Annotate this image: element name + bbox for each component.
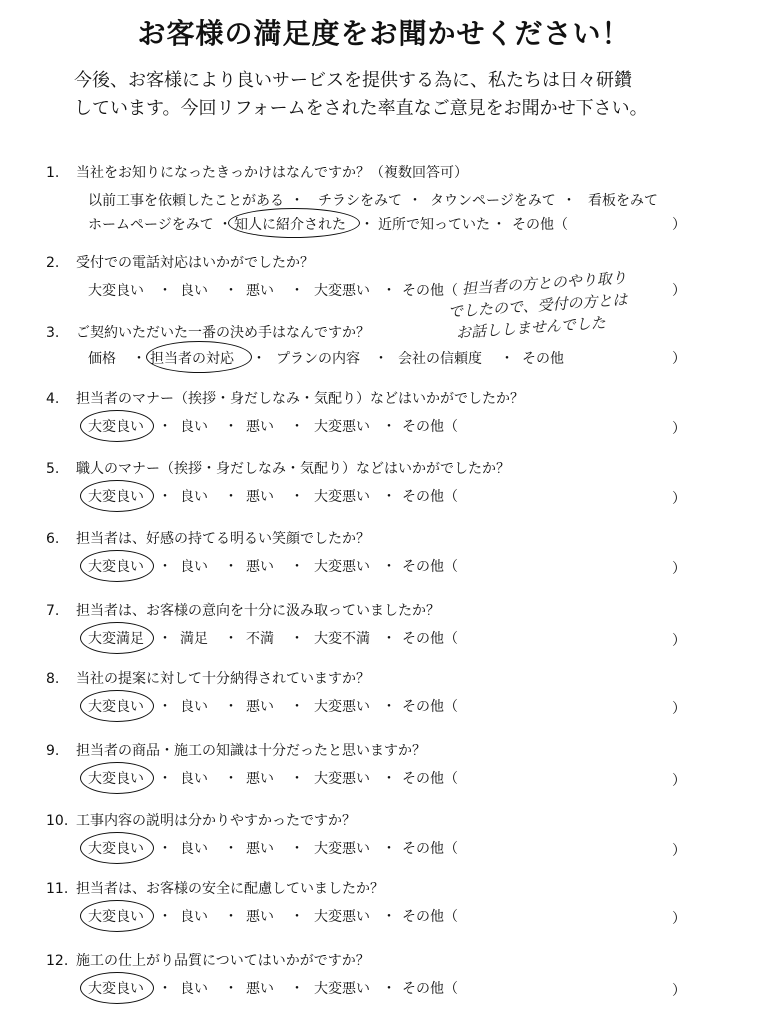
option-third[interactable]: 悪い: [246, 559, 274, 575]
option-homepage[interactable]: ホームページをみて: [88, 217, 214, 233]
option-second[interactable]: 良い: [180, 981, 208, 997]
option-fourth[interactable]: 大変悪い: [314, 771, 370, 787]
separator: ・: [224, 419, 238, 435]
separator: ・: [158, 283, 172, 299]
intro-line-2: しています。今回リフォームをされた率直なご意見をお聞かせ下さい。: [74, 98, 648, 119]
q9-options: [0, 768, 768, 788]
separator: ・: [382, 981, 396, 997]
question-4: [46, 388, 524, 408]
option-previous-work[interactable]: 以前工事を依頼したことがある: [88, 193, 284, 209]
separator: ・: [224, 841, 238, 857]
option-first[interactable]: 大変良い: [88, 489, 144, 505]
question-2: [46, 252, 314, 272]
option-other[interactable]: その他（: [402, 841, 458, 857]
separator: ・: [382, 771, 396, 787]
paren-close: ）: [672, 701, 686, 717]
separator: ・: [290, 841, 304, 857]
separator: ・: [158, 771, 172, 787]
separator: ・: [224, 981, 238, 997]
separator: ・: [290, 771, 304, 787]
q2-options: [0, 280, 768, 300]
option-bad[interactable]: 悪い: [246, 283, 274, 299]
question-number: 5.: [46, 461, 60, 477]
paren-close: ）: [672, 843, 686, 859]
separator: ・: [252, 351, 266, 367]
option-good[interactable]: 良い: [180, 283, 208, 299]
option-second[interactable]: 良い: [180, 559, 208, 575]
option-second[interactable]: 満足: [180, 631, 208, 647]
separator: ・: [290, 193, 304, 209]
paren-close: ）: [672, 283, 686, 299]
paren-close: ）: [672, 773, 686, 789]
option-other[interactable]: その他（: [402, 419, 458, 435]
option-second[interactable]: 良い: [180, 841, 208, 857]
handwritten-note-line-2: でしたので、受付の方とは: [447, 290, 628, 321]
question-number: 10.: [46, 813, 69, 829]
separator: ・: [290, 981, 304, 997]
q6-options: [0, 556, 768, 576]
option-fourth[interactable]: 大変悪い: [314, 419, 370, 435]
paren-close: ）: [672, 911, 686, 927]
q4-options: [0, 416, 768, 436]
separator: ・: [224, 631, 238, 647]
option-second[interactable]: 良い: [180, 909, 208, 925]
separator: ・: [382, 283, 396, 299]
paren-close: ）: [672, 351, 686, 367]
option-fourth[interactable]: 大変悪い: [314, 909, 370, 925]
question-text: 担当者は、お客様の意向を十分に汲み取っていましたか？: [76, 603, 440, 619]
separator: ・: [290, 699, 304, 715]
q1-options-row-2: [0, 214, 768, 234]
separator: ・: [158, 699, 172, 715]
separator: ・: [224, 559, 238, 575]
question-text: 担当者は、お客様の安全に配慮していましたか？: [76, 881, 384, 897]
option-third[interactable]: 悪い: [246, 489, 274, 505]
question-number: 1.: [46, 165, 60, 181]
option-other[interactable]: その他（: [402, 771, 458, 787]
separator: ・: [382, 699, 396, 715]
q10-options: [0, 838, 768, 858]
question-text: 受付での電話対応はいかがでしたか？: [76, 255, 314, 271]
option-other[interactable]: その他（: [402, 699, 458, 715]
question-8: [46, 668, 370, 688]
separator: ・: [492, 217, 506, 233]
q12-options: [0, 978, 768, 998]
separator: ・: [218, 217, 232, 233]
option-fourth[interactable]: 大変悪い: [314, 841, 370, 857]
question-number: 6.: [46, 531, 60, 547]
separator: ・: [158, 909, 172, 925]
separator: ・: [158, 419, 172, 435]
option-company-trust[interactable]: 会社の信頼度: [398, 351, 482, 367]
question-1: [46, 162, 468, 182]
separator: ・: [224, 771, 238, 787]
question-number: 9.: [46, 743, 60, 759]
question-text: 担当者のマナー（挨拶・身だしなみ・気配り）などはいかがでしたか？: [76, 391, 524, 407]
question-9: [46, 740, 426, 760]
question-number: 12.: [46, 953, 69, 969]
option-first[interactable]: 大変満足: [88, 631, 144, 647]
option-other[interactable]: その他（: [402, 909, 458, 925]
separator: ・: [132, 351, 146, 367]
question-number: 11.: [46, 881, 69, 897]
option-first[interactable]: 大変良い: [88, 841, 144, 857]
option-very-bad[interactable]: 大変悪い: [314, 283, 370, 299]
option-third[interactable]: 悪い: [246, 419, 274, 435]
option-third[interactable]: 悪い: [246, 909, 274, 925]
question-text: 担当者の商品・施工の知識は十分だったと思いますか？: [76, 743, 426, 759]
option-price[interactable]: 価格: [88, 351, 116, 367]
option-first[interactable]: 大変良い: [88, 559, 144, 575]
paren-close: ）: [672, 561, 686, 577]
paren-close: ）: [672, 421, 686, 437]
option-other[interactable]: その他（: [512, 217, 568, 233]
option-neighborhood[interactable]: 近所で知っていた: [378, 217, 490, 233]
question-number: 8.: [46, 671, 60, 687]
option-fourth[interactable]: 大変悪い: [314, 489, 370, 505]
separator: ・: [374, 351, 388, 367]
question-6: [46, 528, 370, 548]
separator: ・: [158, 559, 172, 575]
option-acquaintance[interactable]: 知人に紹介された: [234, 217, 346, 233]
separator: ・: [224, 699, 238, 715]
q3-options: [0, 348, 768, 368]
separator: ・: [158, 841, 172, 857]
separator: ・: [290, 559, 304, 575]
separator: ・: [360, 217, 374, 233]
separator: ・: [562, 193, 576, 209]
question-text: ご契約いただいた一番の決め手はなんですか？: [76, 325, 370, 341]
q1-options-row-1: [0, 190, 768, 210]
option-first[interactable]: 大変良い: [88, 699, 144, 715]
option-signboard[interactable]: 看板をみて: [588, 193, 658, 209]
option-third[interactable]: 悪い: [246, 841, 274, 857]
question-number: 3.: [46, 325, 60, 341]
question-text: 施工の仕上がり品質についてはいかがですか？: [76, 953, 370, 969]
option-second[interactable]: 良い: [180, 489, 208, 505]
option-other[interactable]: その他（: [402, 283, 458, 299]
separator: ・: [224, 283, 238, 299]
question-number: 4.: [46, 391, 60, 407]
page-title: お客様の満足度をお聞かせください！: [137, 17, 631, 50]
question-12: [46, 950, 370, 970]
separator: ・: [408, 193, 422, 209]
question-text: 当社の提案に対して十分納得されていますか？: [76, 671, 370, 687]
question-3: [46, 322, 370, 342]
q7-options: [0, 628, 768, 648]
separator: ・: [290, 909, 304, 925]
separator: ・: [382, 631, 396, 647]
option-other[interactable]: その他（: [402, 559, 458, 575]
separator: ・: [224, 909, 238, 925]
option-third[interactable]: 悪い: [246, 981, 274, 997]
separator: ・: [382, 489, 396, 505]
separator: ・: [382, 559, 396, 575]
option-second[interactable]: 良い: [180, 419, 208, 435]
q8-options: [0, 696, 768, 716]
option-first[interactable]: 大変良い: [88, 909, 144, 925]
paren-close: ）: [672, 491, 686, 507]
handwritten-note-line-3: お話ししませんでした: [455, 313, 607, 342]
option-third[interactable]: 不満: [246, 631, 274, 647]
paren-close: ）: [672, 633, 686, 649]
question-text: 担当者は、好感の持てる明るい笑顔でしたか？: [76, 531, 370, 547]
option-fourth[interactable]: 大変悪い: [314, 559, 370, 575]
question-7: [46, 600, 440, 620]
option-second[interactable]: 良い: [180, 771, 208, 787]
separator: ・: [382, 419, 396, 435]
option-fourth[interactable]: 大変悪い: [314, 699, 370, 715]
option-other[interactable]: その他（: [402, 489, 458, 505]
option-other[interactable]: その他: [522, 351, 564, 367]
question-5: [46, 458, 510, 478]
question-number: 7.: [46, 603, 60, 619]
question-11: [46, 878, 384, 898]
q5-options: [0, 486, 768, 506]
separator: ・: [290, 489, 304, 505]
option-first[interactable]: 大変良い: [88, 981, 144, 997]
option-staff-response[interactable]: 担当者の対応: [150, 351, 234, 367]
option-other[interactable]: その他（: [402, 631, 458, 647]
paren-close: ）: [672, 217, 686, 233]
question-number: 2.: [46, 255, 60, 271]
option-flyer[interactable]: チラシをみて: [318, 193, 402, 209]
option-second[interactable]: 良い: [180, 699, 208, 715]
separator: ・: [382, 909, 396, 925]
option-first[interactable]: 大変良い: [88, 419, 144, 435]
separator: ・: [158, 489, 172, 505]
option-other[interactable]: その他（: [402, 981, 458, 997]
separator: ・: [290, 283, 304, 299]
option-plan-content[interactable]: プランの内容: [276, 351, 360, 367]
option-town-page[interactable]: タウンページをみて: [430, 193, 556, 209]
paren-close: ）: [672, 983, 686, 999]
separator: ・: [158, 981, 172, 997]
separator: ・: [158, 631, 172, 647]
separator: ・: [224, 489, 238, 505]
option-fourth[interactable]: 大変不満: [314, 631, 370, 647]
question-text: 職人のマナー（挨拶・身だしなみ・気配り）などはいかがでしたか？: [76, 461, 510, 477]
option-third[interactable]: 悪い: [246, 771, 274, 787]
question-10: [46, 810, 356, 830]
question-text: 当社をお知りになったきっかけはなんですか？（複数回答可）: [76, 165, 468, 181]
separator: ・: [382, 841, 396, 857]
separator: ・: [290, 419, 304, 435]
separator: ・: [290, 631, 304, 647]
option-first[interactable]: 大変良い: [88, 771, 144, 787]
option-very-good[interactable]: 大変良い: [88, 283, 144, 299]
intro-line-1: 今後、お客様により良いサービスを提供する為に、私たちは日々研鑽: [74, 70, 632, 91]
handwritten-note-line-1: 担当者の方とのやり取り: [461, 268, 628, 298]
question-text: 工事内容の説明は分かりやすかったですか？: [76, 813, 356, 829]
q11-options: [0, 906, 768, 926]
option-fourth[interactable]: 大変悪い: [314, 981, 370, 997]
option-third[interactable]: 悪い: [246, 699, 274, 715]
separator: ・: [500, 351, 514, 367]
